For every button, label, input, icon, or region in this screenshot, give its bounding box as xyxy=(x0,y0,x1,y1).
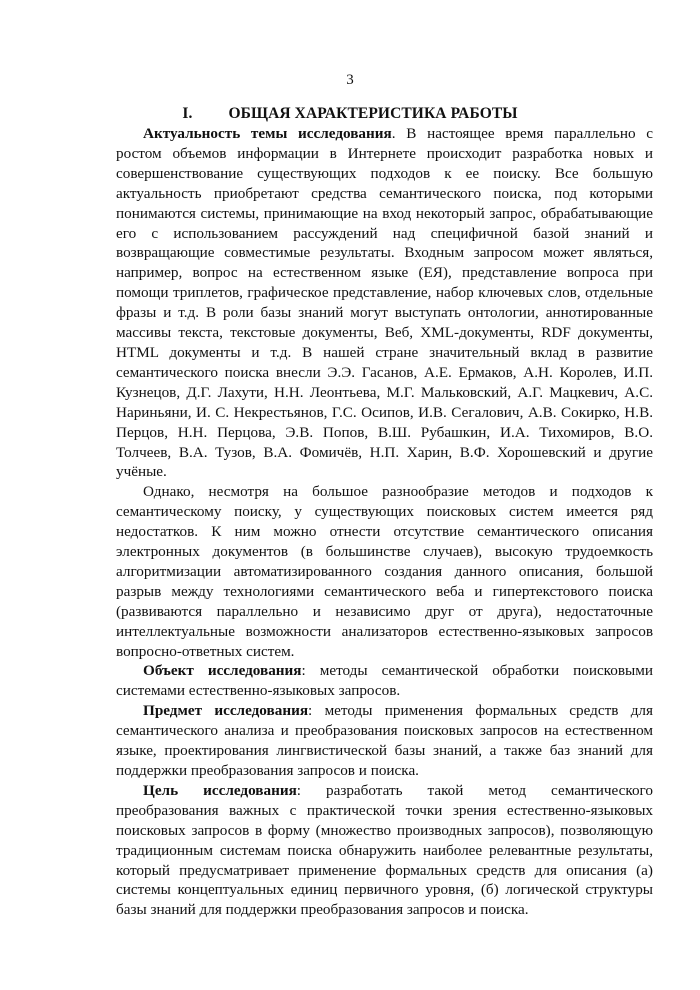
paragraph-lead: Актуальность темы исследования xyxy=(143,125,392,142)
paragraph-subject xyxy=(116,701,653,781)
paragraph-text: . В настоящее время параллельно с ростом объемов информации в Интернете происходит разработка новых и совершенствование существующих подходов к ее поиску. Все большую актуальность приобретают средства семантического поиска, под которыми понимаются системы, принимающие на вход некоторый запрос, обрабатывающие его с использованием рассуждений над специфичной базой знаний и возвращающие совместимые результаты. Входным запросом может являться, например, вопрос на естественном языке (ЕЯ), представление вопроса при помощи триплетов, графическое представление, набор ключевых слов, отдельные фразы и т.д. В роли базы знаний могут выступать онтологии, аннотированные массивы текста, текстовые документы, Веб, XML-документы, RDF документы, HTML документы и т.д. В нашей стране значительный вклад в развитие семантического поиска внесли Э.Э. Гасанов, А.Е. Ермаков, А.Н. Королев, И.П. Кузнецов, Д.Г. Лахути, Н.Н. Леонтьева, М.Г. Мальковский, А.Г. Мацкевич, А.С. Нариньяни, И. С. Некрестьянов, Г.С. Осипов, И.В. Сегалович, А.В. Сокирко, Н.В. Перцов, Н.Н. Перцова, Э.В. Попов, В.Ш. Рубашкин, И.А. Тихомиров, В.О. Толчеев, В.А. Тузов, В.А. Фомичёв, Н.П. Харин, В.Ф. Хорошевский и другие учёные. xyxy=(116,125,653,481)
paragraph-lead: Цель исследования xyxy=(143,781,297,799)
section-title: ОБЩАЯ ХАРАКТЕРИСТИКА РАБОТЫ xyxy=(228,105,518,122)
paragraph-drawbacks xyxy=(116,482,653,661)
paragraph-lead: Объект исследования xyxy=(143,662,302,680)
page-number: 3 xyxy=(346,72,354,88)
paragraph-text: : разработать такой метод семантического преобразования важных с практической точки зрения естественно-языковых поисковых запросов в форму (множество производных запросов), позволяющую традиционным системам поиска обнаружить наиболее релевантные результаты, который предусматривает применение формальных средств для описания (а) системы концептуальных единиц первичного уровня, (б) логической структуры базы знаний для поддержки преобразования запросов и поиска. xyxy=(116,781,653,919)
paragraph-relevance xyxy=(116,124,653,482)
paragraph-lead: Предмет исследования xyxy=(143,702,309,720)
paragraph-text: : методы семантической обработки поисковыми системами естественно-языковых запросов. xyxy=(116,662,653,700)
section-number: I. xyxy=(182,105,193,122)
paragraph-text: : методы применения формальных средств для семантического анализа и преобразования поисковых запросов на естественном языке, проектирования лингвистической базы знаний, а также баз знаний для поддержки преобразования запросов и поиска. xyxy=(116,702,653,779)
section-heading xyxy=(0,104,700,124)
paragraph-text: Однако, несмотря на большое разнообразие методов и подходов к семантическому поиску, у существующих поисковых систем имеется ряд недостатков. К ним можно отнести отсутствие семантического описания электронных документов (в большинстве случаев), высокую трудоемкость алгоритмизации автоматизированного создания данного описания, большой разрыв между технологиями семантического веба и гипертекстового поиска (развиваются параллельно и независимо друг от друга), недостаточные интеллектуальные возможности анализаторов естественно-языковых запросов вопросно-ответных систем. xyxy=(116,483,653,660)
paragraph-object xyxy=(116,661,653,701)
paragraph-goal xyxy=(116,781,653,920)
body-text xyxy=(116,124,653,920)
